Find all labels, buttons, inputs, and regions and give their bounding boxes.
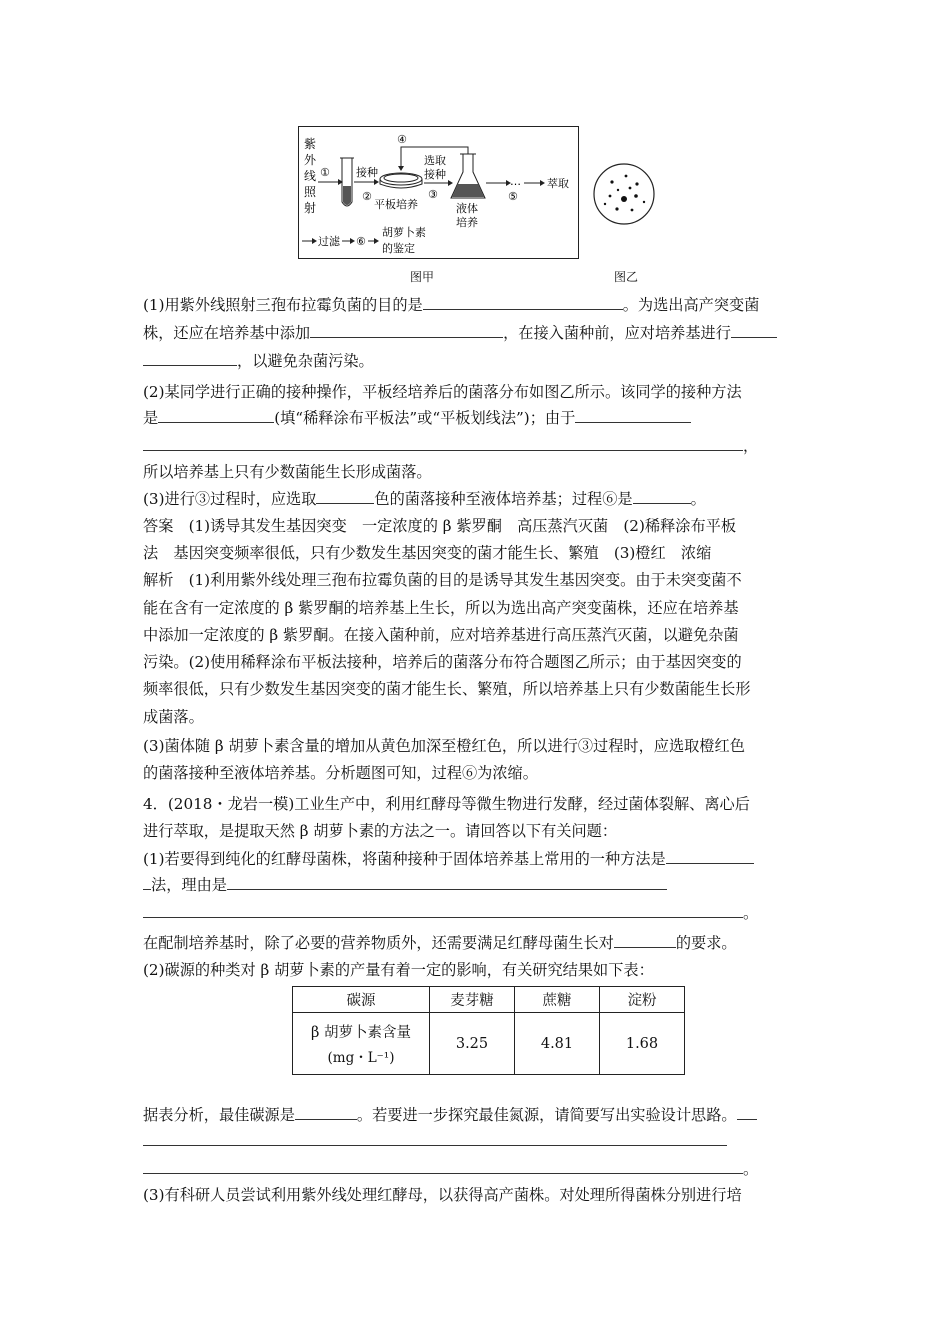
q3-p1-line2: 株，还应在培养基中添加 ，在接入菌种前，应对培养基进行 [143, 322, 777, 344]
step1-label: ① [320, 166, 330, 179]
identify-label-1: 胡萝卜素 [382, 226, 426, 239]
select-label-1: 选取 [424, 154, 446, 167]
uv-char-4: 照 [304, 185, 317, 199]
table-row-label: β 胡萝卜素含量 (mg・L⁻¹) [293, 1013, 430, 1075]
inoculate-label: 接种 [356, 166, 378, 179]
explanation-line5: 频率很低，只有少数发生基因突变的菌才能生长、繁殖，所以培养基上只有少数菌能生长形 [143, 680, 751, 698]
blank-color[interactable] [316, 489, 374, 504]
q4-line1: 4．(2018・龙岩一模)工业生产中，利用红酵母等微生物进行发酵，经过菌体裂解、离心后 [143, 795, 750, 813]
blank-sterilize-b[interactable] [143, 351, 237, 366]
q4-p1-line1: (1)若要得到纯化的红酵母菌株，将菌种接种于固体培养基上常用的一种方法是 [143, 848, 754, 870]
table-value-maltose: 3.25 [430, 1013, 515, 1075]
carbon-source-table [292, 986, 685, 1075]
blank-reason-c[interactable] [227, 875, 667, 890]
blank-design-c[interactable] [143, 1159, 743, 1174]
q4-line2: 进行萃取，是提取天然 β 胡萝卜素的方法之一。请回答以下有关问题： [143, 822, 618, 840]
q4-p2-line2: 据表分析，最佳碳源是 。若要进一步探究最佳氮源，请简要写出实验设计思路。 [143, 1104, 757, 1126]
caption-figure-b: 图乙 [614, 270, 639, 284]
blank-additive[interactable] [310, 323, 503, 338]
uv-char-1: 紫 [304, 137, 317, 151]
plate-colonies-figure [592, 162, 656, 226]
q4-p2-line4: 。 [143, 1158, 758, 1180]
liquid-culture-1: 液体 [456, 202, 478, 215]
table-header-maltose: 麦芽糖 [430, 987, 515, 1013]
q3-p2-line2: 是 (填“稀释涂布平板法”或“平板划线法”)；由于 [143, 407, 691, 429]
q3-p1-line1: (1)用紫外线照射三孢布拉霉负菌的目的是 。为选出高产突变菌 [143, 296, 760, 314]
answer-line2: 法 基因突变频率很低，只有少数发生基因突变的菌才能生长、繁殖 (3)橙红 浓缩 [143, 544, 712, 562]
blank-reason-d[interactable] [143, 903, 743, 918]
blank-reason-a[interactable] [575, 408, 691, 423]
step4-label: ④ [397, 133, 407, 146]
blank-design-a[interactable] [737, 1105, 757, 1120]
answer-line1: 答案 (1)诱导其发生基因突变 一定浓度的 β 紫罗酮 高压蒸汽灭菌 (2)稀释涂布平板 [143, 517, 737, 535]
q4-p1-line3: 。 [143, 902, 758, 924]
q3-p2-line3: ， [143, 435, 758, 457]
q3-p1-line3: ，以避免杂菌污染。 [143, 350, 374, 372]
blank-streak-b[interactable] [143, 875, 151, 890]
explanation-line2: 能在含有一定浓度的 β 紫罗酮的培养基上生长，所以为选出高产突变菌株，还应在培养基 [143, 599, 739, 617]
table-header-carbon: 碳源 [293, 987, 430, 1013]
blank-process6[interactable] [633, 489, 691, 504]
blank-requirement[interactable] [614, 933, 676, 948]
q3-p2-line4: 所以培养基上只有少数菌能生长形成菌落。 [143, 463, 432, 481]
explanation-line7: (3)菌体随 β 胡萝卜素含量的增加从黄色加深至橙红色，所以进行③过程时，应选取橙红色 [143, 737, 745, 755]
blank-sterilize-a[interactable] [731, 323, 777, 338]
extraction-label: 萃取 [547, 177, 569, 190]
explanation-line1: 解析 (1)利用紫外线处理三孢布拉霉负菌的目的是诱导其发生基因突变。由于未突变菌不 [143, 571, 742, 589]
explanation-line3: 中添加一定浓度的 β 紫罗酮。在接入菌种前，应对培养基进行高压蒸汽灭菌，以避免杂菌 [143, 626, 739, 644]
step3-label: ③ [428, 188, 438, 201]
uv-char-5: 射 [304, 201, 317, 215]
q4-p2-line3 [143, 1130, 727, 1152]
petri-dish-icon [380, 173, 422, 185]
q4-p1-line2: 法，理由是 [143, 874, 667, 896]
uv-char-2: 外 [304, 153, 317, 167]
diagram-svg [298, 126, 580, 260]
step2-label: ② [362, 190, 372, 203]
process-diagram [298, 126, 580, 264]
explanation-line4: 污染。(2)使用稀释涂布平板法接种，培养后的菌落分布符合题图乙所示；由于基因突变的 [143, 653, 742, 671]
blank-purpose[interactable] [423, 295, 623, 310]
q3-p3-line: (3)进行③过程时，应选取 色的菌落接种至液体培养基；过程⑥是 。 [143, 490, 706, 508]
plate-culture-label: 平板培养 [374, 198, 418, 211]
blank-design-b[interactable] [143, 1131, 727, 1146]
q4-p2-line1: (2)碳源的种类对 β 胡萝卜素的产量有着一定的影响，有关研究结果如下表： [143, 961, 654, 979]
blank-method[interactable] [158, 408, 274, 423]
blank-streak-a[interactable] [666, 849, 754, 864]
table-value-sucrose: 4.81 [515, 1013, 600, 1075]
explanation-line6: 成菌落。 [143, 708, 204, 726]
filter-label: 过滤 [318, 235, 340, 248]
liquid-culture-2: 培养 [456, 216, 478, 229]
table-value-starch: 1.68 [600, 1013, 685, 1075]
table-header-sucrose: 蔗糖 [515, 987, 600, 1013]
step6-label: ⑥ [356, 235, 366, 248]
table-header-starch: 淀粉 [600, 987, 685, 1013]
caption-figure-a: 图甲 [410, 270, 435, 284]
blank-best-carbon[interactable] [295, 1105, 357, 1120]
dots-label: … [510, 175, 521, 188]
explanation-line8: 的菌落接种至液体培养基。分析题图可知，过程⑥为浓缩。 [143, 764, 538, 782]
q4-p3-line1: (3)有科研人员尝试利用紫外线处理红酵母，以获得高产菌株。对处理所得菌株分别进行培 [143, 1186, 742, 1204]
blank-reason-b[interactable] [143, 436, 743, 451]
q3-p2-line1: (2)某同学进行正确的接种操作，平板经培养后的菌落分布如图乙所示。该同学的接种方法 [143, 383, 742, 401]
identify-label-2: 的鉴定 [382, 242, 415, 255]
select-label-2: 接种 [424, 168, 446, 181]
step5-label: ⑤ [508, 190, 518, 203]
uv-char-3: 线 [304, 169, 317, 183]
q4-p1-line4: 在配制培养基时，除了必要的营养物质外，还需要满足红酵母菌生长对 的要求。 [143, 934, 737, 952]
